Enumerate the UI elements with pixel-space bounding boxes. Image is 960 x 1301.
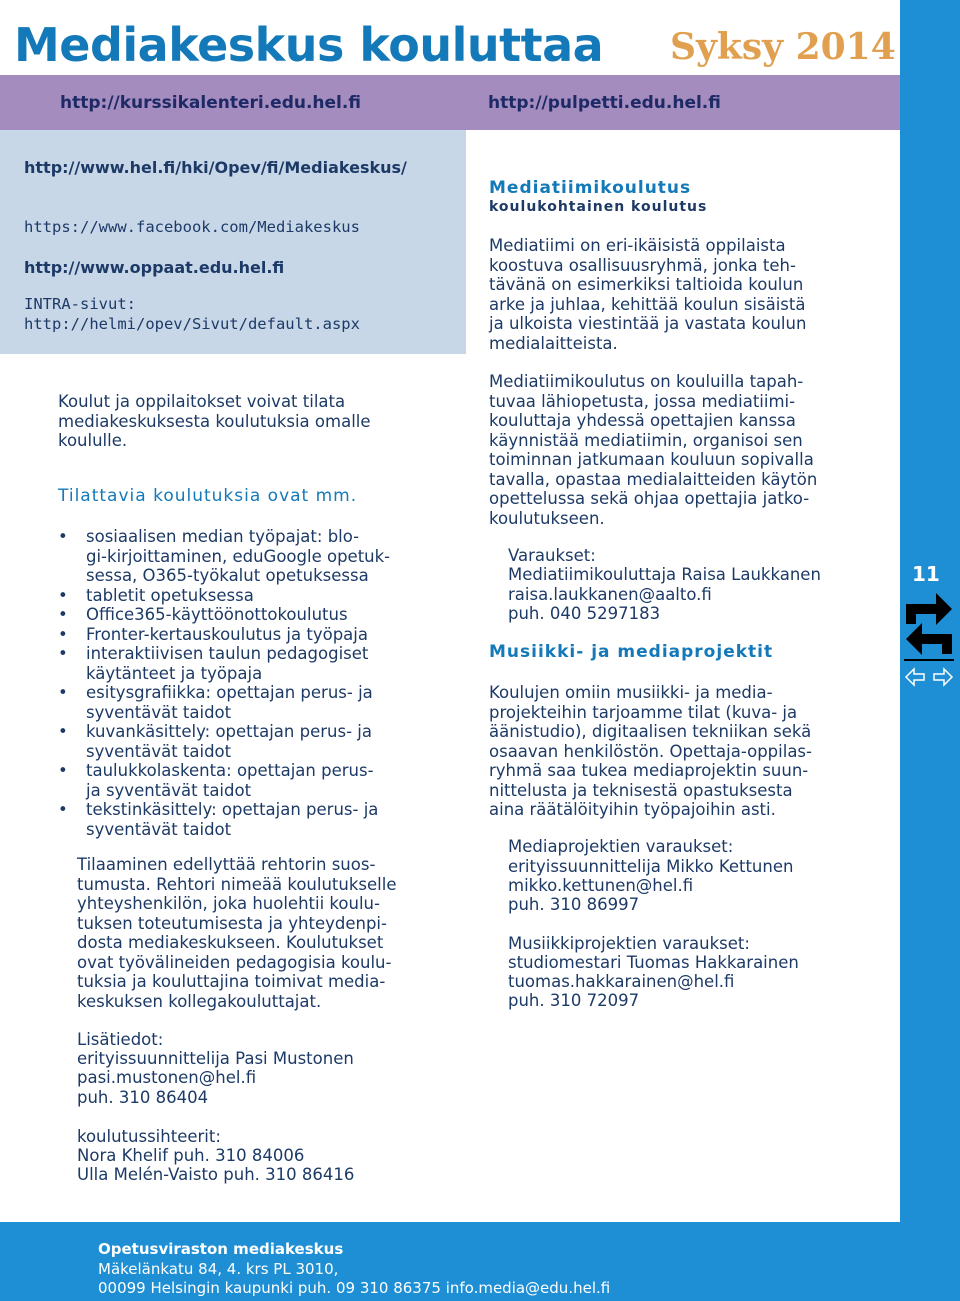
list-item: • Fronter-kertauskoulutus ja työpaja bbox=[58, 624, 368, 644]
hel-mediakeskus-link[interactable]: http://www.hel.fi/hki/Opev/fi/Mediakeskus/ bbox=[24, 158, 407, 177]
reservations-label: Varaukset: bbox=[508, 546, 596, 565]
mediatiimi-paragraph-1: Mediatiimi on eri-ikäisistä oppilaista koostuva osallisuusryhmä, jonka teh- tävänä on esimerkiksi taltioida koulun arke ja juhlaa, kehittää koulun sisäistä ja ulkoista viestintää ja vastata koulun medialaitteista. bbox=[489, 236, 807, 353]
oppaat-link[interactable]: http://www.oppaat.edu.hel.fi bbox=[24, 258, 285, 277]
list-item: • sosiaalisen median työpajat: blo- gi-kirjoittaminen, eduGoogle opetuk- sessa, O365-työkalut opetuksessa bbox=[58, 527, 391, 585]
nav-arrows bbox=[904, 590, 954, 690]
last-page-icon[interactable] bbox=[934, 669, 952, 685]
page-number: 11 bbox=[912, 562, 940, 586]
course-list bbox=[58, 527, 390, 839]
mediatiimi-subheading: koulukohtainen koulutus bbox=[489, 199, 708, 215]
info-person: erityissuunnittelija Pasi Mustonen bbox=[77, 1049, 354, 1068]
list-item: • tekstinkäsittely: opettajan perus- ja syventävät taidot bbox=[58, 800, 379, 839]
pulpetti-link[interactable]: http://pulpetti.edu.hel.fi bbox=[488, 93, 721, 113]
secretary-1: Nora Khelif puh. 310 84006 bbox=[77, 1146, 305, 1165]
musicproject-person: studiomestari Tuomas Hakkarainen bbox=[508, 953, 799, 972]
reservations-phone: puh. 040 5297183 bbox=[508, 604, 661, 623]
music-heading: Musiikki- ja mediaprojektit bbox=[489, 642, 774, 662]
mediaproject-phone: puh. 310 86997 bbox=[508, 895, 640, 914]
secretary-2: Ulla Melén-Vaisto puh. 310 86416 bbox=[77, 1165, 355, 1184]
music-paragraph: Koulujen omiin musiikki- ja media- projekteihin tarjoamme tilat (kuva- ja äänistudio), digitaalisen tekniikan sekä osaavan henkilöstön. Opettaja-oppilas- ryhmä saa tukea mediaprojektin suun- nittelusta ja teknisestä opastuksesta aina räätälöityihin työpajoihin asti. bbox=[489, 683, 812, 819]
kurssikalenteri-link[interactable]: http://kurssikalenteri.edu.hel.fi bbox=[60, 93, 361, 113]
info-label: Lisätiedot: bbox=[77, 1030, 164, 1049]
musicproject-phone: puh. 310 72097 bbox=[508, 991, 640, 1010]
list-item: • tabletit opetuksessa bbox=[58, 585, 254, 605]
list-item: • kuvankäsittely: opettajan perus- ja syventävät taidot bbox=[58, 722, 372, 761]
footer-contact: 00099 Helsingin kaupunki puh. 09 310 86375 info.media@edu.hel.fi bbox=[98, 1279, 611, 1297]
page-title: Mediakeskus kouluttaa bbox=[14, 18, 604, 72]
list-item: • Office365-käyttöönottokoulutus bbox=[58, 605, 348, 624]
secretaries-label: koulutussihteerit: bbox=[77, 1127, 221, 1146]
list-item: • interaktiivisen taulun pedagogiset käytänteet ja työpaja bbox=[58, 644, 369, 683]
mediaproject-person: erityissuunnittelija Mikko Kettunen bbox=[508, 857, 794, 876]
intra-link[interactable]: http://helmi/opev/Sivut/default.aspx bbox=[24, 315, 360, 333]
info-phone: puh. 310 86404 bbox=[77, 1088, 209, 1107]
next-page-icon[interactable] bbox=[906, 593, 952, 625]
reservations-email-link[interactable]: raisa.laukkanen@aalto.fi bbox=[508, 585, 712, 604]
season-label: Syksy 2014 bbox=[670, 26, 896, 68]
footer-address: Mäkelänkatu 84, 4. krs PL 3010, bbox=[98, 1260, 339, 1278]
musicproject-label: Musiikkiprojektien varaukset: bbox=[508, 934, 750, 953]
mediaproject-label: Mediaprojektien varaukset: bbox=[508, 837, 734, 856]
info-email-link[interactable]: pasi.mustonen@hel.fi bbox=[77, 1068, 257, 1087]
previous-page-icon[interactable] bbox=[906, 623, 952, 655]
mediatiimi-paragraph-2: Mediatiimikoulutus on kouluilla tapah- tuvaa lähiopetusta, jossa mediatiimi- kouluttaja yhdessä opettajien kanssa käynnistää mediatiimin, organisoi sen toiminnan jatkumaan kouluun sopivalla tavalla, opastaa medialaitteiden käytön opettelussa sekä ohjaa opettajia jatko- koulutukseen. bbox=[489, 372, 818, 528]
footer-org: Opetusviraston mediakeskus bbox=[98, 1240, 344, 1258]
ordering-text: Tilaaminen edellyttää rehtorin suos- tumusta. Rehtori nimeää koulutukselle yhteyshenkilön, joka huolehtii koulu- tuksen toteutumisesta ja yhteydenpi- dosta mediakeskukseen. Koulutukset ovat työvälineiden pedagogisia koulu- tuksia ja kouluttajina toimivat media- keskuksen kollegakouluttajat. bbox=[77, 855, 397, 1011]
footer bbox=[0, 1222, 900, 1301]
mediaproject-email-link[interactable]: mikko.kettunen@hel.fi bbox=[508, 876, 694, 895]
facebook-link[interactable]: https://www.facebook.com/Mediakeskus bbox=[24, 218, 360, 236]
list-item: • esitysgrafiikka: opettajan perus- ja syventävät taidot bbox=[58, 683, 373, 722]
first-page-icon[interactable] bbox=[906, 669, 924, 685]
intro-text: Koulut ja oppilaitokset voivat tilata mediakeskuksesta koulutuksia omalle koululle. bbox=[58, 392, 371, 450]
musicproject-email-link[interactable]: tuomas.hakkarainen@hel.fi bbox=[508, 972, 735, 991]
reservations-person: Mediatiimikouluttaja Raisa Laukkanen bbox=[508, 565, 821, 584]
list-item: • taulukkolaskenta: opettajan perus- ja syventävät taidot bbox=[58, 761, 374, 800]
mediatiimi-heading: Mediatiimikoulutus bbox=[489, 178, 692, 198]
intra-label: INTRA-sivut: bbox=[24, 295, 136, 313]
courses-subheading: Tilattavia koulutuksia ovat mm. bbox=[58, 486, 358, 506]
